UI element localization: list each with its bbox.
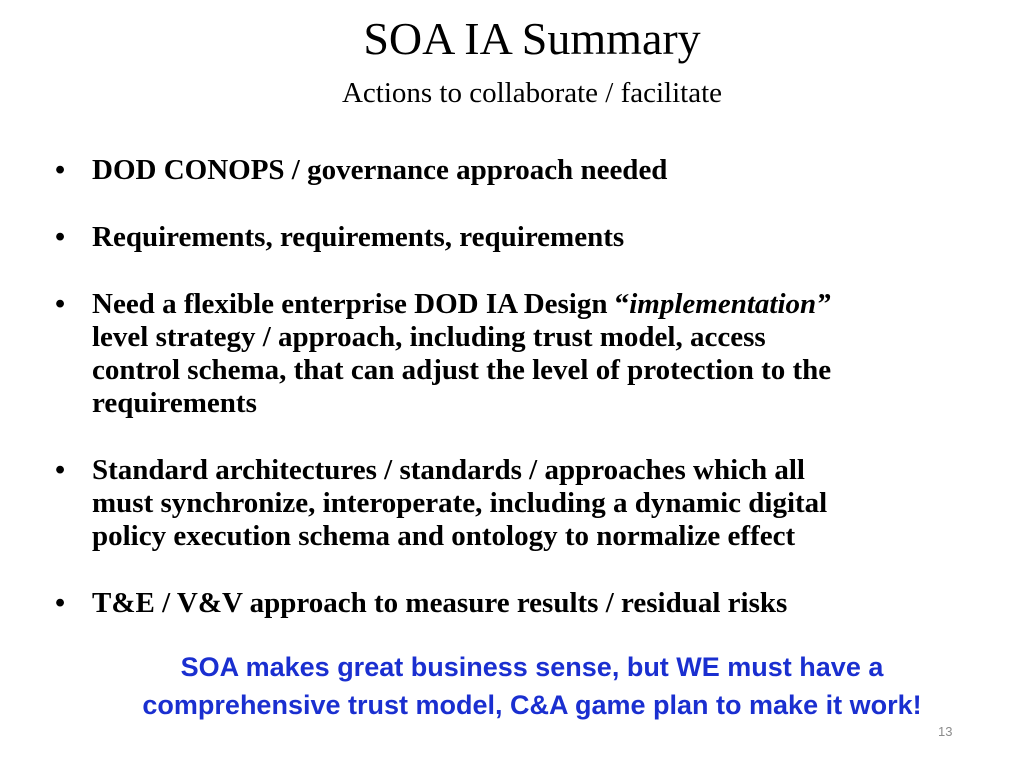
bullet-icon: •	[55, 154, 66, 186]
bullet-line: Need a flexible enterprise DOD IA Design “	[92, 288, 630, 320]
slide-subtitle: Actions to collaborate / facilitate	[341, 77, 723, 109]
bullet-text: T&E / V&V approach to measure results / residual risks	[92, 587, 788, 619]
bullet-line: control schema, that can adjust the level of protection to the	[92, 354, 832, 386]
bullet-item-conops	[55, 154, 975, 187]
bullet-icon: •	[55, 288, 66, 320]
callout-line: SOA makes great business sense, but WE must have a	[180, 652, 884, 682]
bullet-line: level strategy / approach, including trust model, access	[92, 321, 766, 353]
bullet-icon: •	[55, 221, 66, 253]
bullet-list	[55, 154, 975, 620]
bullet-line: Standard architectures / standards / approaches which all	[92, 454, 805, 486]
bullet-emphasis: implementation”	[629, 288, 831, 320]
bullet-text: DOD CONOPS / governance approach needed	[92, 154, 668, 186]
slide-title: SOA IA Summary	[363, 13, 701, 64]
bullet-line: must synchronize, interoperate, including a dynamic digital	[92, 487, 828, 519]
page-number: 13	[938, 724, 953, 739]
bullet-item-te-vv	[55, 587, 975, 620]
bullet-line: policy execution schema and ontology to normalize effect	[92, 520, 796, 552]
callout-line: comprehensive trust model, C&A game plan to make it work!	[142, 690, 922, 720]
bullet-text: Requirements, requirements, requirements	[92, 221, 625, 253]
bullet-icon: •	[55, 587, 66, 619]
bullet-item-standards	[55, 454, 975, 553]
bullet-line: requirements	[92, 387, 257, 419]
bullet-item-requirements	[55, 221, 975, 254]
bullet-icon: •	[55, 454, 66, 486]
bullet-item-ia-design	[55, 288, 975, 420]
callout-text	[0, 648, 1024, 724]
